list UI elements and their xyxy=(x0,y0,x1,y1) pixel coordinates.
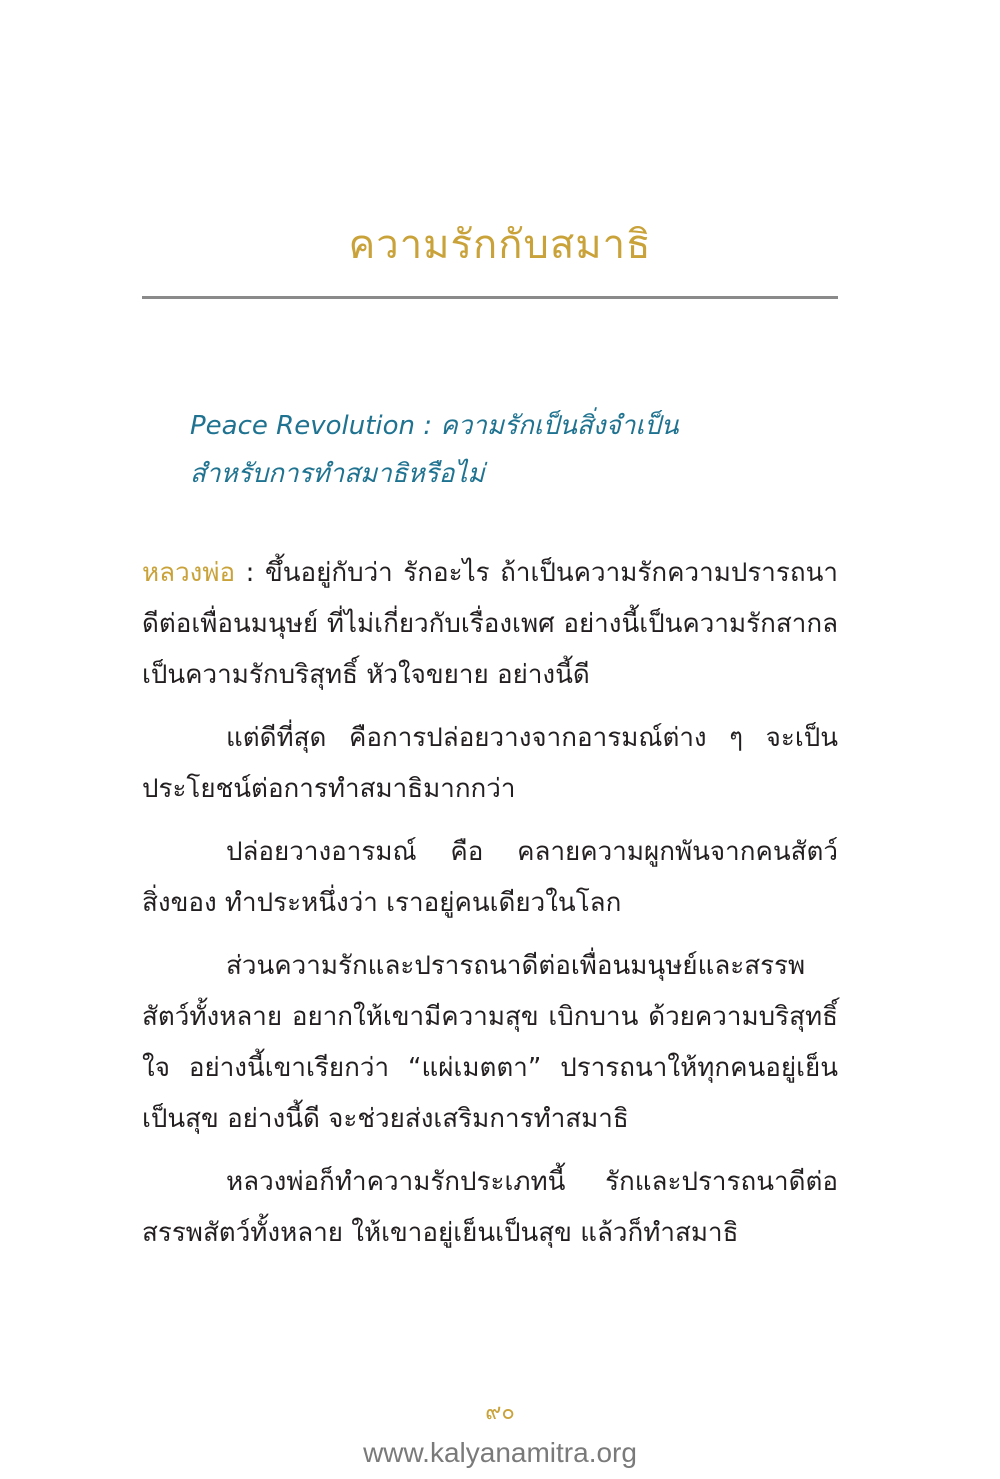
answer-text-1: ขึ้นอยู่กับว่า รักอะไร ถ้าเป็นความรักความปรารถนาดีต่อเพื่อนมนุษย์ ที่ไม่เกี่ยวกับเรื่องเพศ อย่างนี้เป็นความรักสากล เป็นความรักบริสุทธิ์ หัวใจขยาย อย่างนี้ดี xyxy=(142,558,838,690)
website-url: www.kalyanamitra.org xyxy=(363,1437,637,1468)
answer-paragraph-1 xyxy=(142,548,838,701)
speaker-label: หลวงพ่อ xyxy=(142,558,236,588)
question-line-2: สำหรับการทำสมาธิหรือไม่ xyxy=(190,459,485,489)
title-divider xyxy=(142,296,838,299)
question-block xyxy=(190,402,830,498)
answer-paragraph-2: แต่ดีที่สุด คือการปล่อยวางจากอารมณ์ต่าง ๆ จะเป็นประโยชน์ต่อการทำสมาธิมากกว่า xyxy=(142,723,838,804)
answer-paragraph-5: หลวงพ่อก็ทำความรักประเภทนี้ รักและปรารถนาดีต่อสรรพสัตว์ทั้งหลาย ให้เขาอยู่เย็นเป็นสุข แล้วก็ทำสมาธิ xyxy=(142,1167,838,1248)
speaker-separator: : xyxy=(235,558,265,588)
answer-body xyxy=(142,548,838,1271)
page-number: ๙๐ xyxy=(485,1400,515,1425)
answer-paragraph-4: ส่วนความรักและปรารถนาดีต่อเพื่อนมนุษย์และสรรพสัตว์ทั้งหลาย อยากให้เขามีความสุข เบิกบาน ด้วยความบริสุทธิ์ใจ อย่างนี้เขาเรียกว่า “แผ่เมตตา” ปรารถนาให้ทุกคนอยู่เย็นเป็นสุข อย่างนี้ดี จะช่วยส่งเสริมการทำสมาธิ xyxy=(142,951,838,1134)
question-line-1: Peace Revolution : ความรักเป็นสิ่งจำเป็น xyxy=(190,411,679,441)
answer-paragraph-3: ปล่อยวางอารมณ์ คือ คลายความผูกพันจากคนสัตว์สิ่งของ ทำประหนึ่งว่า เราอยู่คนเดียวในโลก xyxy=(142,837,838,918)
page-title: ความรักกับสมาธิ xyxy=(348,222,652,268)
